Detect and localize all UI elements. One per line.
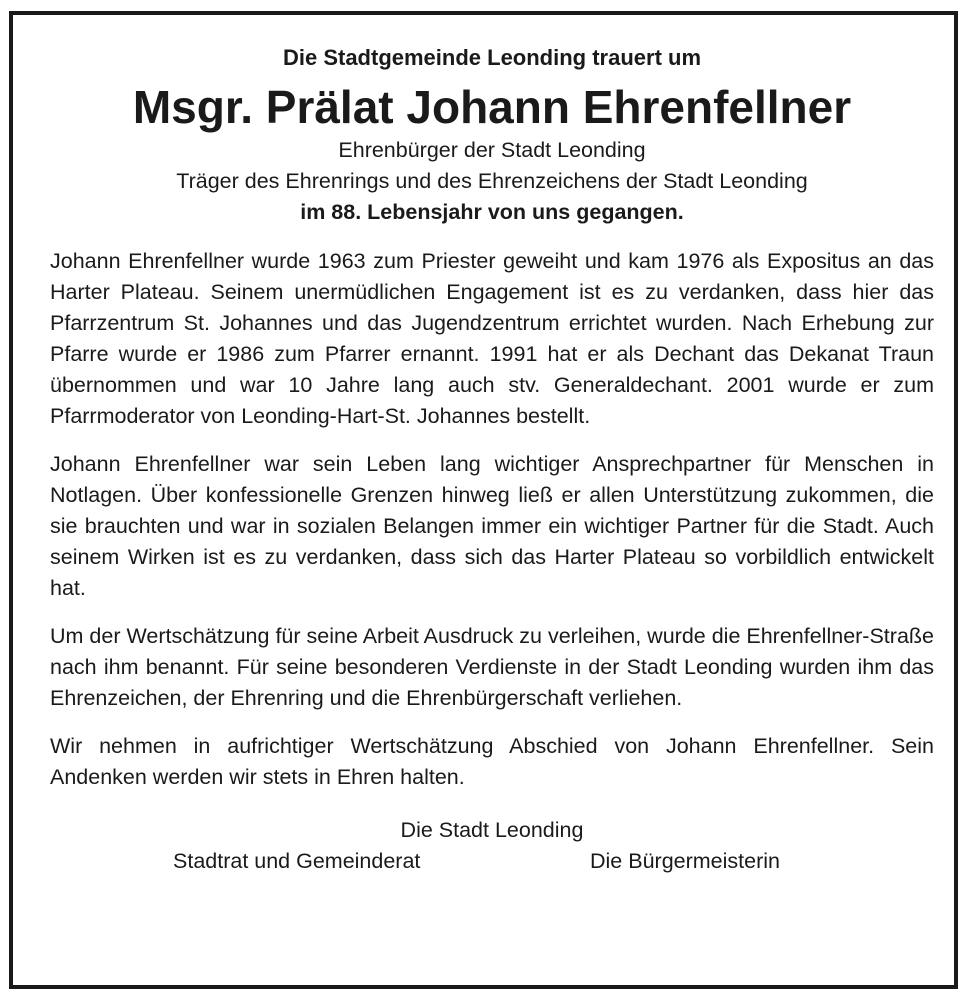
signature-row (50, 846, 934, 877)
obituary-content (50, 43, 934, 877)
signature-city: Die Stadt Leonding (400, 818, 584, 842)
subtitle-honorary-citizen: Ehrenbürger der Stadt Leonding (338, 138, 646, 162)
paragraph-farewell: Wir nehmen in aufrichtiger Wertschätzung Abschied von Johann Ehrenfellner. Sein Andenken werden wir stets in Ehren halten. (50, 734, 934, 789)
subtitle-age: im 88. Lebensjahr von uns gegangen. (300, 200, 684, 224)
signature-council: Stadtrat und Gemeinderat (173, 849, 421, 873)
paragraph-engagement: Johann Ehrenfellner war sein Leben lang wichtiger Ansprechpartner für Menschen in Notlagen. Über konfessionelle Grenzen hinweg ließ er allen Unterstützung zukommen, die sie brauchten und war in sozialen Belangen immer ein wichtiger Partner für die Stadt. Auch seinem Wirken ist es zu verdanken, dass sich das Harter Plateau so vorbildlich entwickelt hat. (50, 452, 934, 600)
obituary-frame (9, 11, 958, 989)
deceased-name: Msgr. Prälat Johann Ehrenfellner (132, 81, 852, 133)
paragraph-biography: Johann Ehrenfellner wurde 1963 zum Priester geweiht und kam 1976 als Expositus an das Harter Plateau. Seinem unermüdlichen Engagement ist es zu verdanken, dass hier das Pfarrzentrum St. Johannes und das Jugendzentrum errichtet wurden. Nach Erhebung zur Pfarre wurde er 1986 zum Pfarrer ernannt. 1991 hat er als Dechant das Dekanat Traun übernommen und war 10 Jahre lang auch stv. Generaldechant. 2001 wurde er zum Pfarrmoderator von Leonding-Hart-St. Johannes bestellt. (50, 249, 934, 428)
subtitle-honors: Träger des Ehrenrings und des Ehrenzeichens der Stadt Leonding (176, 169, 808, 193)
paragraph-honors: Um der Wertschätzung für seine Arbeit Ausdruck zu verleihen, wurde die Ehrenfellner-Straße nach ihm benannt. Für seine besonderen Verdienste in der Stadt Leonding wurden ihm das Ehrenzeichen, der Ehrenring und die Ehrenbürgerschaft verliehen. (50, 624, 934, 710)
signature-mayor: Die Bürgermeisterin (590, 849, 780, 873)
header-line: Die Stadtgemeinde Leonding trauert um (282, 45, 702, 70)
